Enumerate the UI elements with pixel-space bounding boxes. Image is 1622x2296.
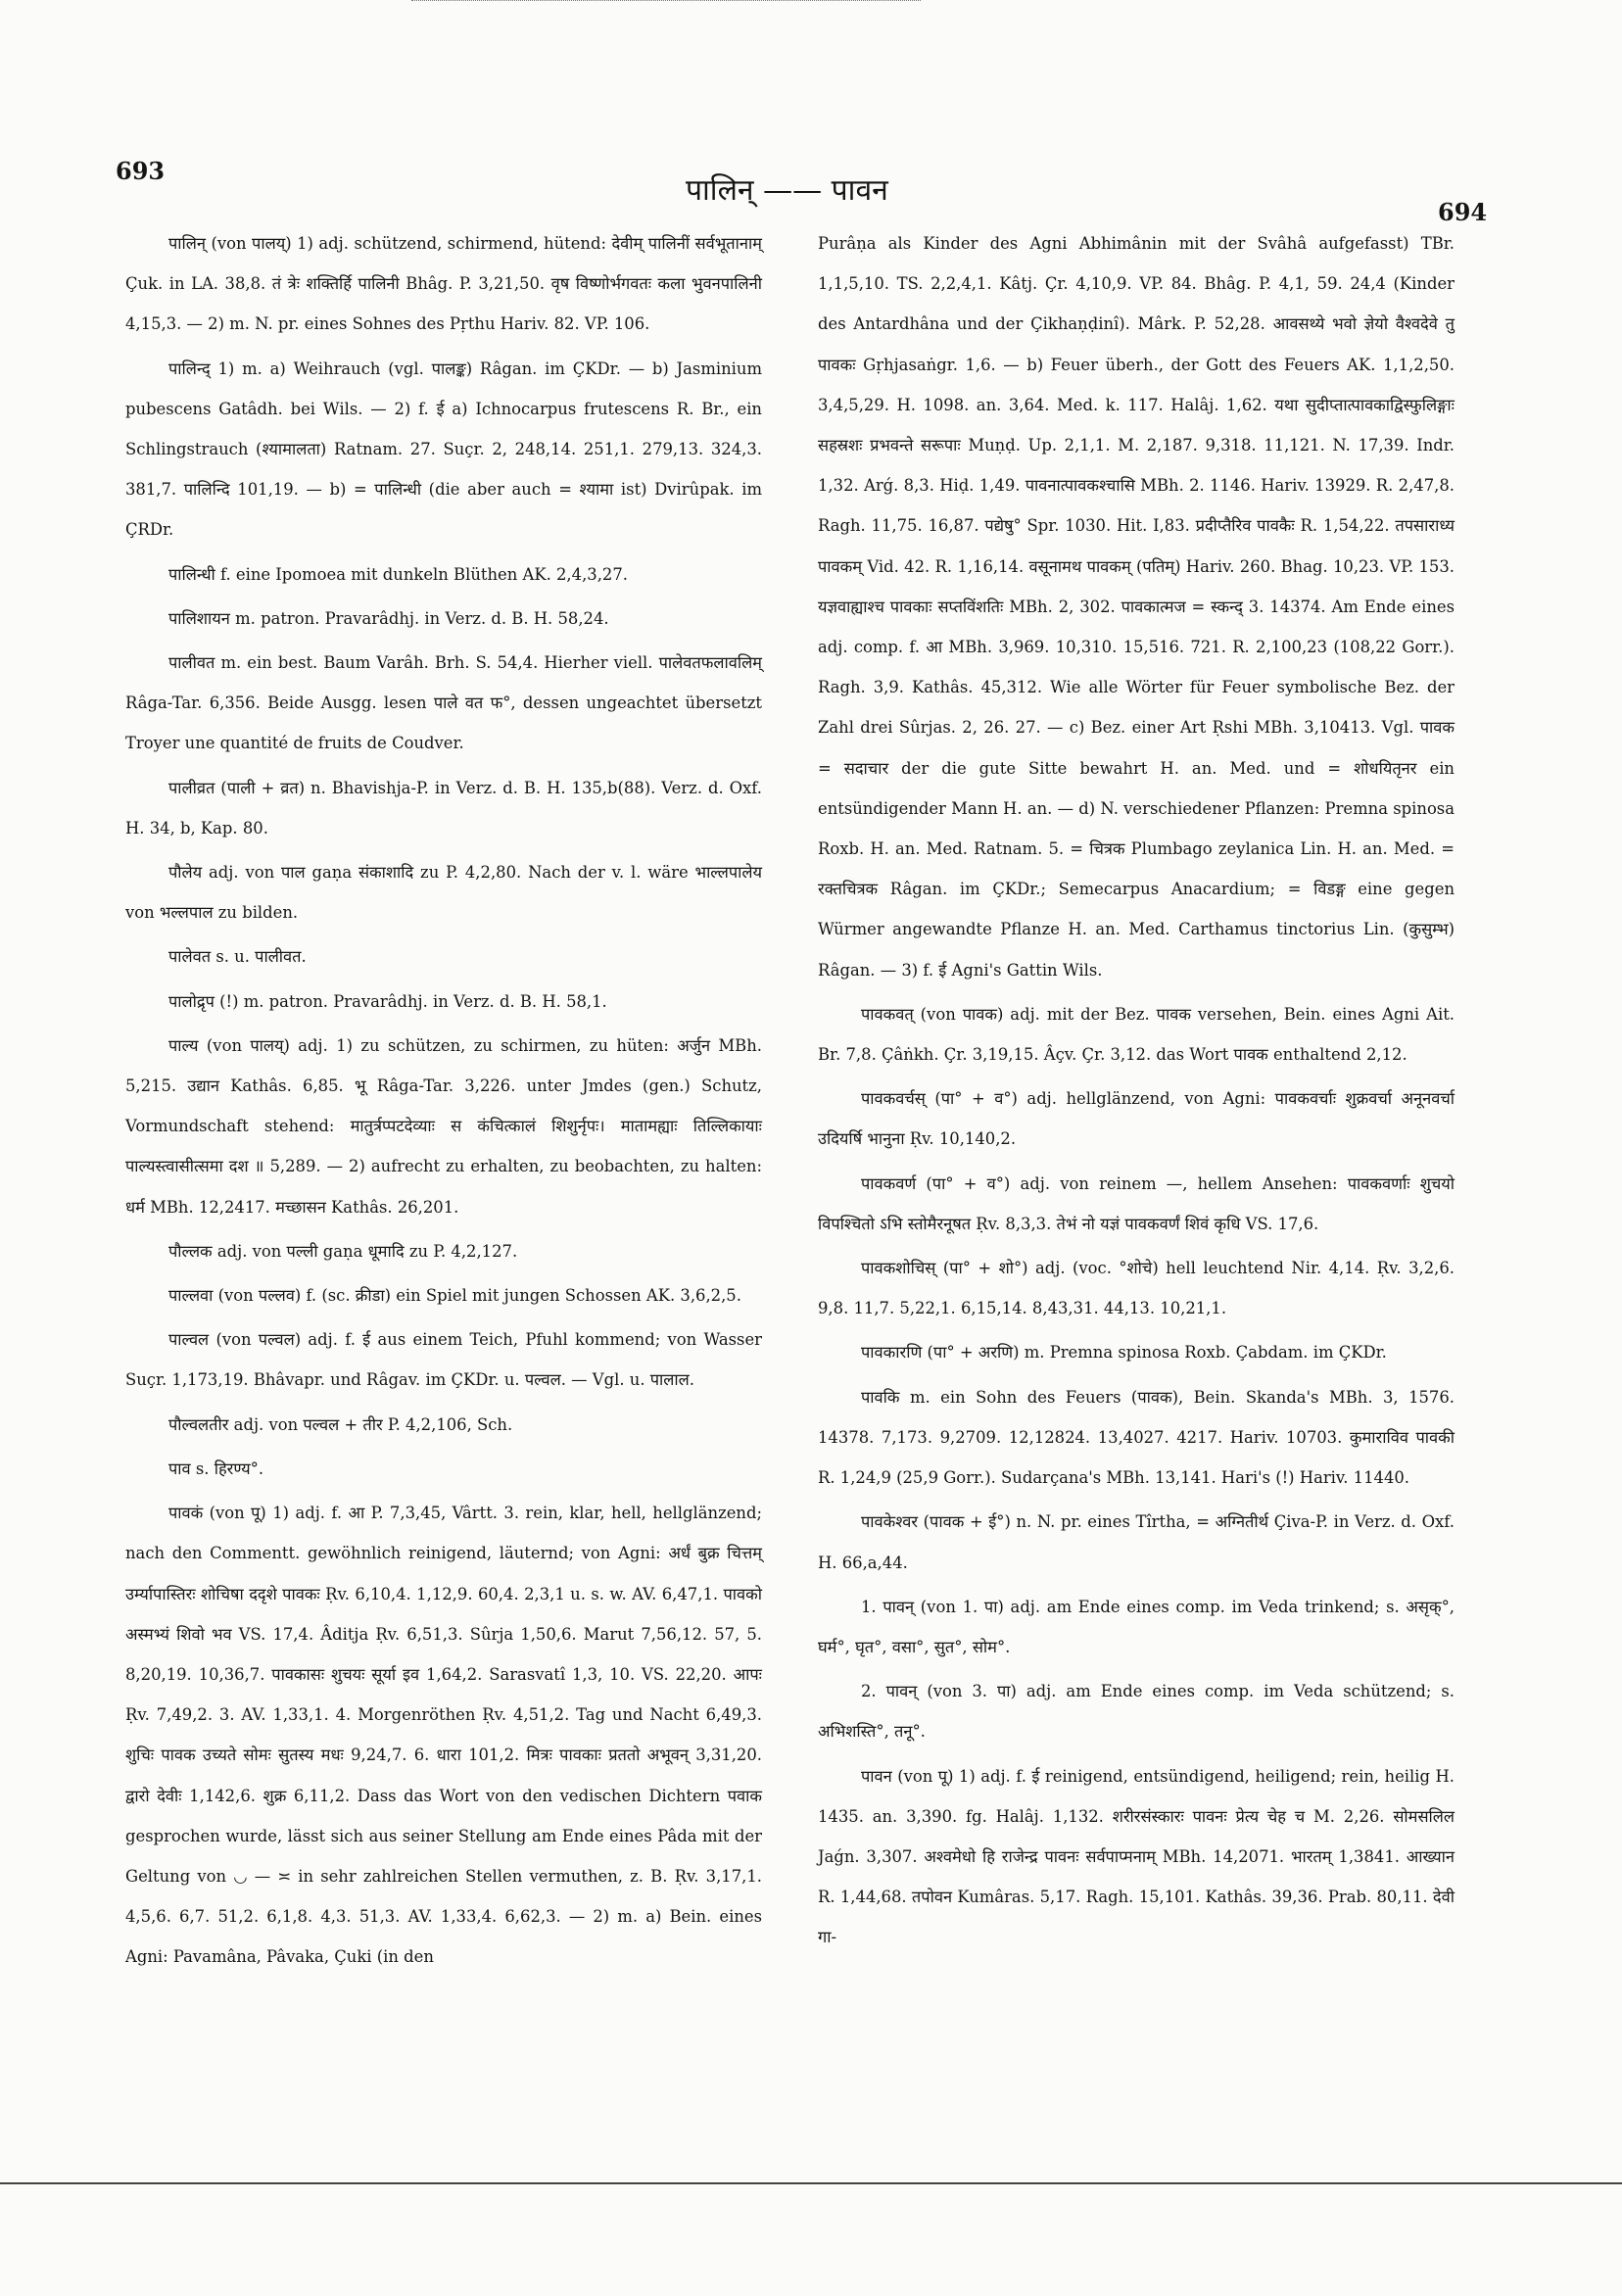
dictionary-entry: पालीव्रत (पाली + व्रत) n. Bhavishja-P. in Verz. d. B. H. 135,b(88). Verz. d. Oxf. H. 34, b, Kap. 80.: [125, 778, 762, 837]
dictionary-entry: पौल्वलतीर adj. von पल्वल + तीर P. 4,2,106, Sch.: [168, 1414, 513, 1434]
dictionary-entry: पालीवत m. ein best. Baum Varâh. Brh. S. 54,4. Hierher viell. पालेवतफलावलिम् Râga-Tar. 6,356. Beide Ausgg. lesen पाले वत फ°, dessen ungeachtet übersetzt Troyer une quantité de fruits de Coudver.: [125, 653, 762, 753]
footer-rule: [0, 2182, 1622, 2184]
dictionary-entry: पावकशोचिस् (पा° + शो°) adj. (voc. °शोचे) hell leuchtend Nir. 4,14. Ṛv. 3,2,6. 9,8. 11,7. 5,22,1. 6,15,14. 8,43,31. 44,13. 10,21,1.: [818, 1259, 1455, 1318]
dictionary-entry-continued: Purâṇa als Kinder des Agni Abhimânin mit der Svâhâ aufgefasst) TBr. 1,1,5,10. TS. 2,2,4,1. Kâtj. Çr. 4,10,9. VP. 84. Bhâg. P. 4,1, 59. 24,4 (Kinder des Antardhâna und der Çikhaṇḍinî). Mârk. P. 52,28. आवसथ्ये भवो ज्ञेयो वैश्वदेवे तु पावकः Gṛhjasaṅgr. 1,6. — b) Feuer überh., der Gott des Feuers AK. 1,1,2,50. 3,4,5,29. H. 1098. an. 3,64. Med. k. 117. Halâj. 1,62. यथा सुदीप्तात्पावकाद्विस्फुलिङ्गाः सहस्रशः प्रभवन्ते सरूपाः Muṇḍ. Up. 2,1,1. M. 2,187. 9,318. 11,121. N. 17,39. Indr. 1,32. Arǵ. 8,3. Hiḍ. 1,49. पावनात्पावकश्चासि MBh. 2. 1146. Hariv. 13929. R. 2,47,8. Ragh. 11,75. 16,87. पद्येषु° Spr. 1030. Hit. I,83. प्रदीप्तैरिव पावकैः R. 1,54,22. तपसाराध्य पावकम् Vid. 42. R. 1,16,14. वसूनामथ पावकम् (पतिम्) Hariv. 260. Bhag. 10,23. VP. 153. यज्ञवाह्याश्च पावकाः सप्तविंशतिः MBh. 2, 302. पावकात्मज = स्कन्द् 3. 14374. Am Ende eines adj. comp. f. आ MBh. 3,969. 10,310. 15,516. 721. R. 2,100,23 (108,22 Gorr.). Ragh. 3,9. Kathâs. 45,312. Wie alle Wörter für Feuer symbolische Bez. der Zahl drei Sûrjas. 2, 26. 27. — c) Bez. einer Art Ṛshi MBh. 3,10413. Vgl. पावक = सदाचार der die gute Sitte bewahrt H. an. Med. und = शोधयितृनर ein entsündigender Mann H. an. — d) N. verschiedener Pflanzen: Premna spinosa Roxb. H. an. Med. Ratnam. 5. = चित्रक Plumbago zeylanica Lin. H. an. Med. = रक्तचित्रक Râgan. im ÇKDr.; Semecarpus Anacardium; = विडङ्ग eine gegen Würmer angewandte Pflanze H. an. Med. Carthamus tinctorius Lin. (कुसुम्भ) Râgan. — 3) f. ई Agni's Gattin Wils.: [818, 234, 1455, 980]
left-column: [125, 223, 762, 1982]
dictionary-entry: 1. पावन् (von 1. पा) adj. am Ende eines comp. im Veda trinkend; s. असृक्°, घर्म°, घृत°, वसा°, सुत°, सोम°.: [818, 1597, 1455, 1656]
dictionary-entry: पौल्लक adj. von पल्ली gaṇa धूमादि zu P. 4,2,127.: [168, 1241, 518, 1261]
dictionary-entry: पावकि m. ein Sohn des Feuers (पावक), Bein. Skanda's MBh. 3, 1576. 14378. 7,173. 9,2709. 12,12824. 13,4027. 4217. Hariv. 10703. कुमाराविव पावकी R. 1,24,9 (25,9 Gorr.). Sudarçana's MBh. 13,141. Hari's (!) Hariv. 11440.: [818, 1387, 1455, 1488]
headword-range: पालिन् —— पावन: [686, 173, 888, 208]
dictionary-entry: पालिशायन m. patron. Pravarâdhj. in Verz. d. B. H. 58,24.: [168, 608, 609, 628]
dictionary-entry: पालिन्द् 1) m. a) Weihrauch (vgl. पालङ्क) Râgan. im ÇKDr. — b) Jasminium pubescens Gatâdh. bei Wils. — 2) f. ई a) Ichnocarpus frutescens R. Br., ein Schlingstrauch (श्यामालता) Ratnam. 27. Suçr. 2, 248,14. 251,1. 279,13. 324,3. 381,7. पालिन्दि 101,19. — b) = पालिन्धी (die aber auch = श्यामा ist) Dvirûpak. im ÇRDr.: [125, 359, 762, 540]
dictionary-entry: 2. पावन् (von 3. पा) adj. am Ende eines comp. im Veda schützend; s. अभिशस्ति°, तनू°.: [818, 1682, 1455, 1742]
dictionary-entry: पावकं (von पू) 1) adj. f. आ P. 7,3,45, Vârtt. 3. rein, klar, hell, hellglänzend; nach den Commentt. gewöhnlich reinigend, läuternd; von Agni: अर्धं बुक्र चित्तम् उर्म्यापास्तिरः शोचिषा ददृशे पावकः Ṛv. 6,10,4. 1,12,9. 60,4. 2,3,1 u. s. w. AV. 6,47,1. पावको अस्मभ्यं शिवो भव VS. 17,4. Âditja Ṛv. 6,51,3. Sûrja 1,50,6. Marut 7,56,12. 57, 5. 8,20,19. 10,36,7. पावकासः शुचयः सूर्या इव 1,64,2. Sarasvatî 1,3, 10. VS. 22,20. आपः Ṛv. 7,49,2. 3. AV. 1,33,1. 4. Morgenröthen Ṛv. 4,51,2. Tag und Nacht 6,49,3. शुचिः पावक उच्यते सोमः सुतस्य मधः 9,24,7. 6. धारा 101,2. मित्रः पावकाः प्रततो अभूवन् 3,31,20. द्वारो देवीः 1,142,6. शुक्र 6,11,2. Dass das Wort von den vedischen Dichtern पवाक gesprochen wurde, lässt sich aus seiner Stellung am Ende eines Pâda mit der Geltung von ◡ — ≍ in sehr zahlreichen Stellen vermuthen, z. B. Ṛv. 3,17,1. 4,5,6. 6,7. 51,2. 6,1,8. 4,3. 51,3. AV. 1,33,4. 6,62,3. — 2) m. a) Bein. eines Agni: Pavamâna, Pâvaka, Çuki (in den: [125, 1504, 762, 1967]
dictionary-entry: पाल्य (von पालय्) adj. 1) zu schützen, zu schirmen, zu hüten: अर्जुन MBh. 5,215. उद्यान Kathâs. 6,85. भू Râga-Tar. 3,226. unter Jmdes (gen.) Schutz, Vormundschaft stehend: मातुर्त्रप्पटदेव्याः स कंचित्कालं शिशुर्नृपः। मातामह्याः तिल्लिकायाः पाल्यस्त्वासीत्समा दश ॥ 5,289. — 2) aufrecht zu erhalten, zu beobachten, zu halten: धर्म MBh. 12,2417. मच्छासन Kathâs. 26,201.: [125, 1035, 762, 1217]
dictionary-entry: पावकारणि (पा° + अरणि) m. Premna spinosa Roxb. Çabdam. im ÇKDr.: [861, 1343, 1387, 1363]
dictionary-entry: पालोद्रृप (!) m. patron. Pravarâdhj. in Verz. d. B. H. 58,1.: [168, 991, 607, 1011]
dictionary-entry: पावकवत् (von पावक) adj. mit der Bez. पावक versehen, Bein. eines Agni Ait. Br. 7,8. Çâṅkh. Çr. 3,19,15. Âçv. Çr. 3,12. das Wort पावक enthaltend 2,12.: [818, 1004, 1455, 1065]
page-number-right: 694: [1438, 198, 1488, 226]
dictionary-entry: पाव s. हिरण्य°.: [168, 1459, 264, 1478]
dictionary-entry: पौलेय adj. von पाल gaṇa संकाशादि zu P. 4,2,80. Nach der v. l. wäre भाल्लपालेय von भल्लपाल zu bilden.: [125, 863, 762, 923]
dictionary-entry: पालेवत s. u. पालीवत.: [168, 947, 307, 967]
right-column: [818, 223, 1455, 1962]
page-header: [0, 0, 1622, 225]
dictionary-entry: पावकवर्ण (पा° + व°) adj. von reinem —, hellem Ansehen: पावकवर्णाः शुचयो विपश्चितो ऽभि स्तोमैरनूषत Ṛv. 8,3,3. तेभं नो यज्ञं पावकवर्णं शिवं कृधि VS. 17,6.: [818, 1173, 1455, 1233]
dictionary-entry: पालिन् (von पालय्) 1) adj. schützend, schirmend, hütend: देवीम् पालिनीं सर्वभूतानाम् Çuk. in LA. 38,8. तं त्रेः शक्तिर्हि पालिनी Bhâg. P. 3,21,50. वृष विष्णोर्भगवतः कला भुवनपालिनी 4,15,3. — 2) m. N. pr. eines Sohnes des Pṛthu Hariv. 82. VP. 106.: [125, 234, 762, 334]
dictionary-entry: पाल्लवा (von पल्लव) f. (sc. क्रीडा) ein Spiel mit jungen Schossen AK. 3,6,2,5.: [168, 1286, 741, 1306]
dictionary-entry: पालिन्धी f. eine Ipomoea mit dunkeln Blüthen AK. 2,4,3,27.: [168, 564, 628, 584]
dictionary-entry: पावन (von पू) 1) adj. f. ई reinigend, entsündigend, heiligend; rein, heilig H. 1435. an. 3,390. fg. Halâj. 1,132. शरीरसंस्कारः पावनः प्रेत्य चेह च M. 2,26. सोमसलिल Jaǵn. 3,307. अश्वमेधो हि राजेन्द्र पावनः सर्वपाप्मनाम् MBh. 14,2071. भारतम् 1,3841. आख्यान R. 1,44,68. तपोवन Kumâras. 5,17. Ragh. 15,101. Kathâs. 39,36. Prab. 80,11. देवी गा-: [818, 1766, 1455, 1947]
page-number-left: 693: [116, 157, 166, 185]
dictionary-entry: पावकेश्वर (पावक + ई°) n. N. pr. eines Tîrtha, = अग्नितीर्थ Çiva-P. in Verz. d. Oxf. H. 66,a,44.: [818, 1512, 1455, 1572]
dictionary-entry: पाल्वल (von पल्वल) adj. f. ई aus einem Teich, Pfuhl kommend; von Wasser Suçr. 1,173,19. Bhâvapr. und Râgav. im ÇKDr. u. पल्वल. — Vgl. u. पालाल.: [125, 1330, 762, 1390]
dictionary-entry: पावकवर्चस् (पा° + व°) adj. hellglänzend, von Agni: पावकवर्चाः शुक्रवर्चा अनूनवर्चा उदियर्षि भानुना Ṛv. 10,140,2.: [818, 1089, 1455, 1149]
